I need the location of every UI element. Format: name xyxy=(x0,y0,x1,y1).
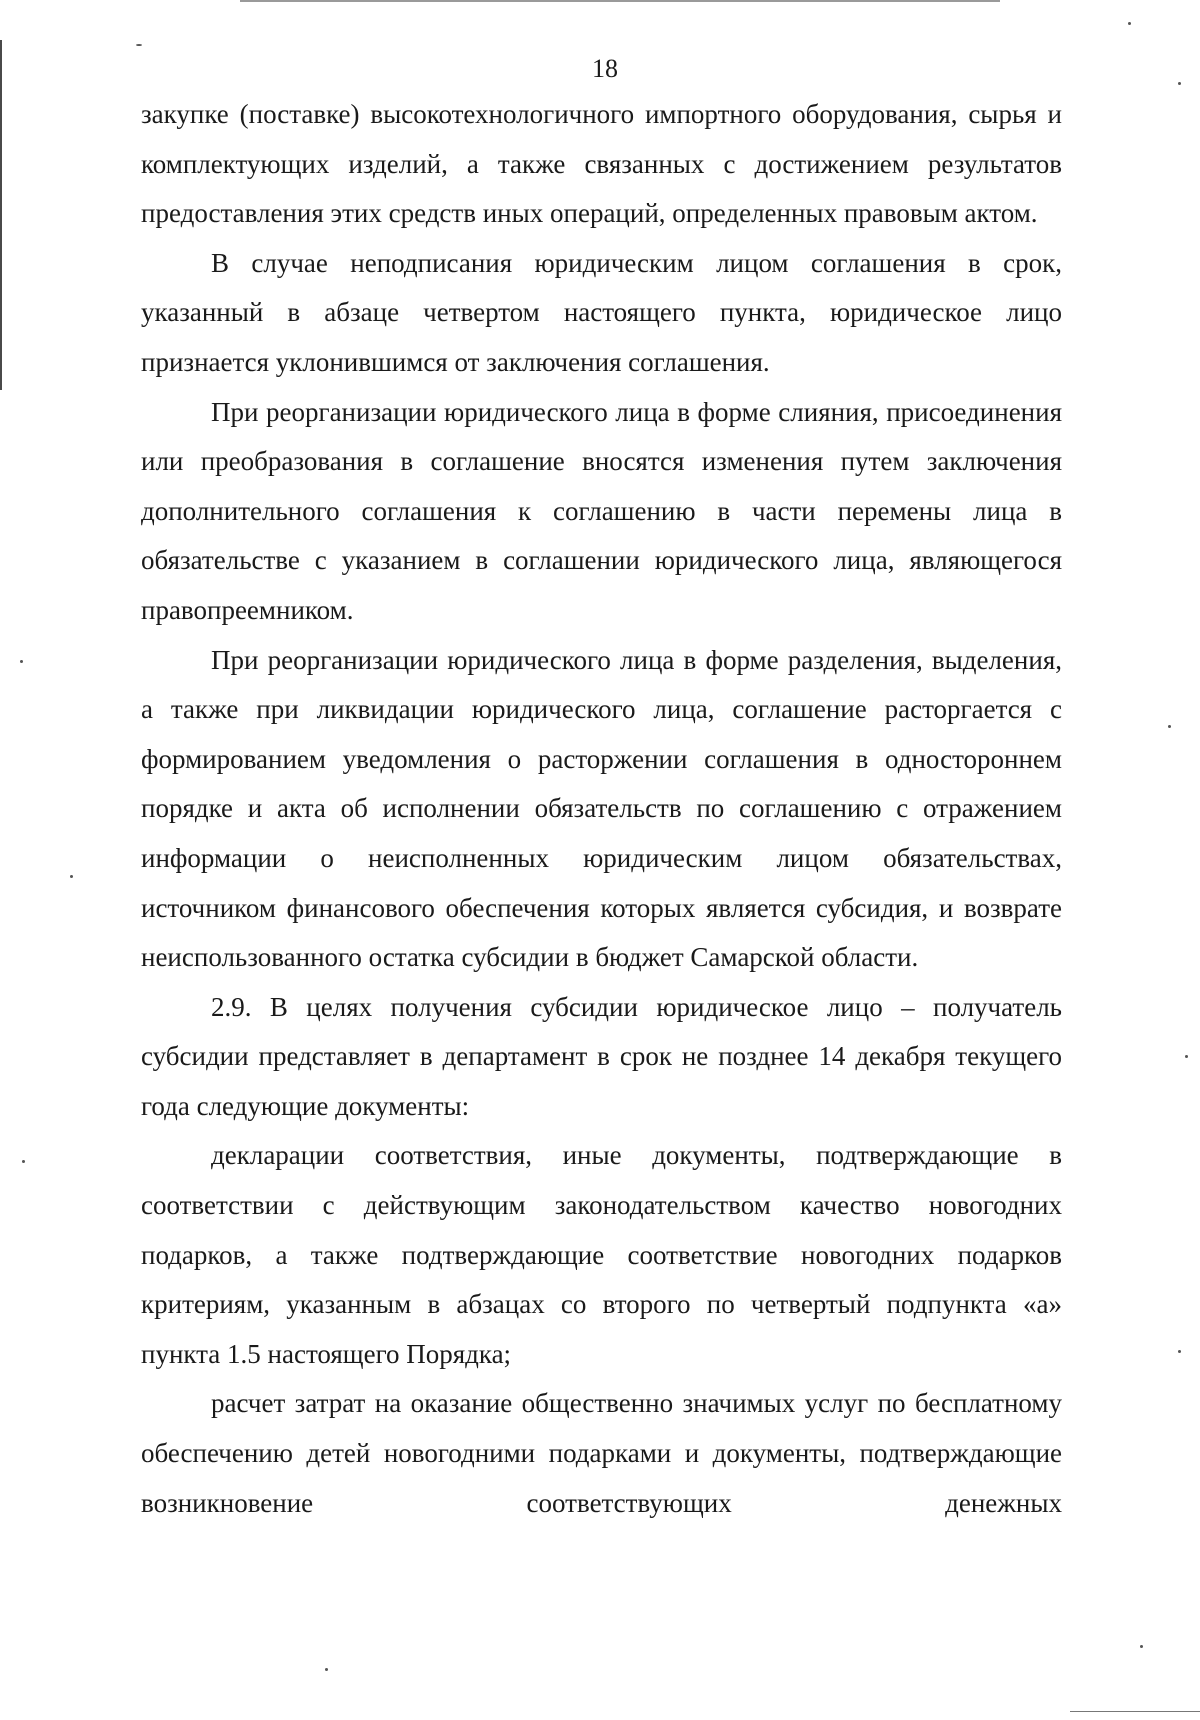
paragraph-unsigned-agreement: В случае неподписания юридическим лицом соглашения в срок, указанный в абзаце четвертом настоящего пункта, юридическое лицо признается уклонившимся от заключения соглашения. xyxy=(141,247,1062,377)
bottom-edge-rule xyxy=(1070,1711,1200,1712)
scan-speck xyxy=(22,1160,25,1163)
scan-speck xyxy=(1178,82,1181,85)
scan-speck xyxy=(70,875,73,878)
paragraph-declarations: декларации соответствия, иные документы, подтверждающие в соответствии с действующим законодательством качество новогодних подарков, а также подтверждающие соответствие новогодних подарков критериям, указанным в абзацах со второго по четвертый подпункта «а» пункта 1.5 настоящего Порядка; xyxy=(141,1140,1062,1369)
scan-speck xyxy=(20,660,23,663)
document-body xyxy=(141,90,1062,1528)
page-number: 18 xyxy=(592,54,618,83)
paragraph-reorganization-division: При реорганизации юридического лица в форме разделения, выделения, а также при ликвидации юридического лица, соглашение расторгается с формированием уведомления о расторжении соглашения в одностороннем порядке и акта об исполнении обязательств по соглашению с отражением информации о неисполненных юридическим лицом обязательствах, источником финансового обеспечения которых является субсидия, и возврате неиспользованного остатка субсидии в бюджет Самарской области. xyxy=(141,644,1062,973)
scan-speck xyxy=(1178,1350,1181,1353)
paragraph-reorganization-merger: При реорганизации юридического лица в форме слияния, присоединения или преобразования в соглашение вносятся изменения путем заключения дополнительного соглашения к соглашению в части перемены лица в обязательстве с указанием в соглашении юридического лица, являющегося правопреемником. xyxy=(141,396,1062,625)
scan-speck xyxy=(325,1668,328,1671)
scan-speck xyxy=(1185,1055,1188,1058)
top-edge-rule xyxy=(240,0,1000,2)
scan-speck xyxy=(1140,1645,1143,1648)
scan-left-edge xyxy=(0,40,2,390)
scan-speck xyxy=(1128,22,1131,25)
scan-speck xyxy=(1168,725,1171,728)
paragraph-continuation: закупке (поставке) высокотехнологичного импортного оборудования, сырья и комплектующих изделий, а также связанных с достижением результатов предоставления этих средств иных операций, определенных правовым актом. xyxy=(141,99,1062,229)
scan-speck xyxy=(136,44,142,46)
paragraph-cost-calculation: расчет затрат на оказание общественно значимых услуг по бесплатному обеспечению детей новогодними подарками и документы, подтверждающие возникновение соответствующих денежных xyxy=(141,1388,1062,1518)
paragraph-section-2-9: 2.9. В целях получения субсидии юридическое лицо – получатель субсидии представляет в департамент в срок не позднее 14 декабря текущего года следующие документы: xyxy=(141,991,1062,1121)
